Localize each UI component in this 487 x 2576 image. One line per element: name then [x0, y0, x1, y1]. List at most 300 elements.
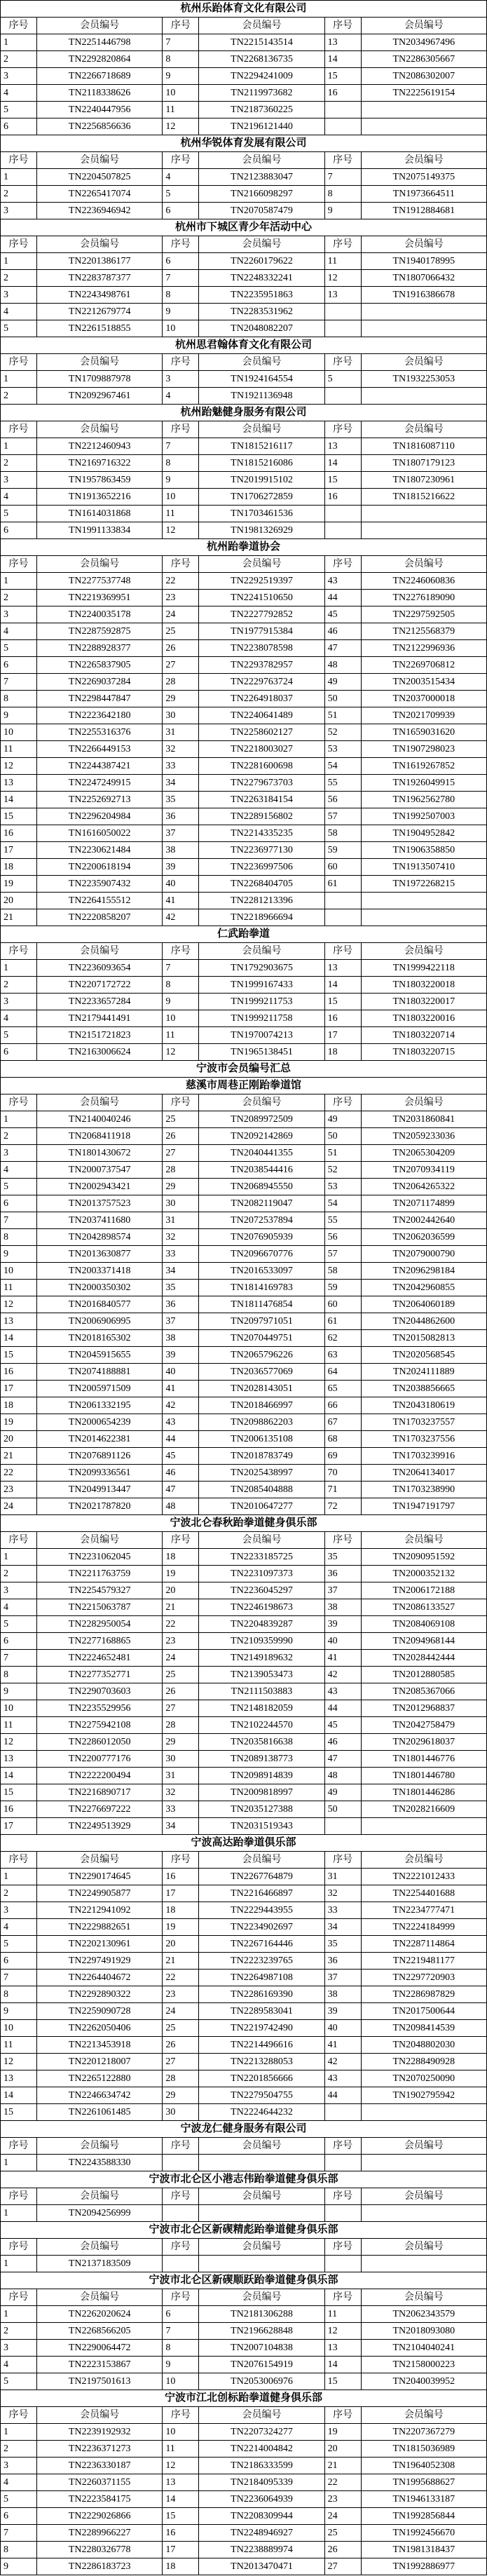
member-id-cell: TN2236064939: [199, 2491, 324, 2507]
seq-cell: [325, 2256, 362, 2272]
member-id-cell: TN2119973682: [199, 85, 324, 101]
table-row: [1, 792, 487, 808]
member-id-cell: TN2123883047: [199, 169, 324, 185]
seq-cell: 6: [1, 118, 37, 135]
header-seq: 序号: [1, 2138, 37, 2154]
member-id-cell: TN2013757523: [37, 1195, 163, 1212]
seq-cell: 19: [163, 1566, 199, 1582]
seq-cell: 4: [1, 304, 37, 320]
seq-cell: 33: [163, 758, 199, 774]
seq-cell: 4: [1, 1599, 37, 1615]
header-seq: 序号: [325, 1532, 362, 1548]
table-row: [1, 1936, 487, 1953]
seq-cell: 1: [1, 169, 37, 185]
seq-cell: 22: [1, 1465, 37, 1481]
seq-cell: 10: [163, 1010, 199, 1026]
member-id-cell: TN2012968837: [362, 1700, 487, 1716]
member-id-cell: TN2286169390: [199, 1986, 324, 2002]
table-row: [1, 2474, 487, 2491]
seq-cell: 5: [325, 371, 362, 387]
member-id-cell: TN2269706812: [362, 657, 487, 673]
header-seq: 序号: [163, 236, 199, 252]
member-id-cell: TN1801446286: [362, 1784, 487, 1801]
table-row: [1, 1919, 487, 1936]
seq-cell: 45: [163, 1448, 199, 1464]
member-id-cell: TN2243588330: [37, 2155, 163, 2171]
seq-cell: 10: [163, 320, 199, 337]
table-row: [1, 34, 487, 51]
table-row: [1, 1498, 487, 1515]
member-id-cell: TN2241510650: [199, 590, 324, 606]
seq-cell: 9: [163, 68, 199, 84]
seq-cell: 24: [1, 1498, 37, 1514]
table-header-row: [1, 2407, 487, 2424]
member-id-cell: TN2262020624: [37, 2306, 163, 2322]
seq-cell: 4: [1, 2474, 37, 2490]
table-row: [1, 1296, 487, 1313]
table-row: [1, 977, 487, 994]
member-id-cell: TN2248946927: [199, 2525, 324, 2541]
table-row: [1, 1128, 487, 1145]
member-id-cell: TN2247249915: [37, 775, 163, 791]
member-id-cell: TN2014622381: [37, 1431, 163, 1447]
seq-cell: 16: [325, 489, 362, 505]
member-id-cell: TN2035816638: [199, 1734, 324, 1750]
header-seq: 序号: [1, 2188, 37, 2204]
section-title-row: [1, 337, 487, 354]
member-id-cell: TN2224184999: [362, 1919, 487, 1935]
seq-cell: 23: [163, 1633, 199, 1649]
seq-cell: 27: [163, 657, 199, 673]
seq-cell: 17: [325, 1027, 362, 1043]
member-id-cell: TN2229443955: [199, 1902, 324, 1918]
seq-cell: 49: [325, 1784, 362, 1801]
table-row: [1, 203, 487, 219]
member-id-cell: TN2249513929: [37, 1818, 163, 1834]
member-id-cell: TN2288928377: [37, 640, 163, 656]
header-seq: 序号: [1, 354, 37, 370]
member-id-cell: TN1904952842: [362, 825, 487, 841]
seq-cell: 6: [163, 2306, 199, 2322]
member-id-cell: TN1991133834: [37, 522, 163, 538]
table-row: [1, 2020, 487, 2037]
header-seq: 序号: [163, 1532, 199, 1548]
header-seq: 序号: [163, 1094, 199, 1111]
seq-cell: 3: [1, 2458, 37, 2474]
header-member-id: 会员编号: [362, 2407, 487, 2423]
member-id-cell: TN2040441355: [199, 1145, 324, 1161]
club-section: [1, 1061, 487, 1515]
member-id-cell: TN2019915102: [199, 472, 324, 488]
table-row: [1, 1111, 487, 1128]
seq-cell: 35: [163, 792, 199, 808]
seq-cell: 39: [163, 859, 199, 875]
member-id-cell: TN2234777471: [362, 1902, 487, 1918]
seq-cell: 4: [163, 388, 199, 404]
table-row: [1, 1582, 487, 1599]
table-row: [1, 1566, 487, 1582]
header-member-id: 会员编号: [37, 421, 163, 438]
member-id-cell: TN2148182059: [199, 1700, 324, 1716]
seq-cell: 40: [325, 1633, 362, 1649]
table-row: [1, 1313, 487, 1330]
member-id-cell: TN2263184154: [199, 792, 324, 808]
member-id-cell: TN2018466997: [199, 1397, 324, 1414]
member-id-cell: TN2028216609: [362, 1801, 487, 1817]
table-header-row: [1, 1852, 487, 1869]
table-row: [1, 455, 487, 472]
member-id-cell: TN2140040246: [37, 1111, 163, 1127]
seq-cell: 24: [163, 2003, 199, 2019]
member-id-cell: TN2089138773: [199, 1751, 324, 1767]
section-title: 宁波高达跆拳道俱乐部: [1, 1835, 487, 1851]
seq-cell: 4: [1, 2357, 37, 2373]
header-seq: 序号: [1, 1094, 37, 1111]
member-id-cell: TN2048082207: [199, 320, 324, 337]
seq-cell: 49: [325, 674, 362, 690]
seq-cell: 7: [325, 169, 362, 185]
seq-cell: 4: [163, 169, 199, 185]
seq-cell: 4: [1, 489, 37, 505]
seq-cell: 1: [1, 371, 37, 387]
header-seq: 序号: [1, 2407, 37, 2423]
member-id-cell: TN2286987829: [362, 1986, 487, 2002]
member-id-cell: TN2068411918: [37, 1128, 163, 1144]
member-id-cell: TN1995688627: [362, 2474, 487, 2490]
member-id-cell: TN2229882651: [37, 1919, 163, 1935]
member-id-cell: TN2045915655: [37, 1347, 163, 1363]
member-id-cell: TN2044862600: [362, 1313, 487, 1329]
member-id-cell: TN2236946942: [37, 203, 163, 219]
member-id-cell: TN1940178995: [362, 253, 487, 269]
seq-cell: 12: [325, 2323, 362, 2339]
member-id-cell: TN2213453918: [37, 2037, 163, 2053]
seq-cell: 7: [1, 1970, 37, 1986]
member-id-cell: TN1970074213: [199, 1027, 324, 1043]
member-id-cell: TN2249905877: [37, 1885, 163, 1902]
seq-cell: 58: [325, 1263, 362, 1279]
member-id-cell: TN2013470471: [199, 2558, 324, 2575]
seq-cell: 70: [325, 1465, 362, 1481]
seq-cell: 15: [325, 2373, 362, 2389]
header-member-id: 会员编号: [199, 2407, 324, 2423]
seq-cell: 43: [325, 573, 362, 589]
seq-cell: 2: [1, 270, 37, 286]
seq-cell: 26: [163, 1128, 199, 1144]
seq-cell: 42: [163, 909, 199, 926]
seq-cell: 11: [1, 741, 37, 757]
seq-cell: 28: [163, 1162, 199, 1178]
section-title-row: [1, 1078, 487, 1094]
seq-cell: 7: [1, 1212, 37, 1228]
seq-cell: 9: [1, 1683, 37, 1700]
table-row: [1, 489, 487, 506]
member-id-cell: TN2061332195: [37, 1397, 163, 1414]
seq-cell: 2: [1, 1566, 37, 1582]
member-id-cell: TN2031860841: [362, 1111, 487, 1127]
member-id-cell: TN2218003027: [199, 741, 324, 757]
member-id-cell: TN2079000790: [362, 1246, 487, 1262]
seq-cell: 4: [1, 1919, 37, 1935]
seq-cell: 48: [325, 657, 362, 673]
seq-cell: 6: [1, 522, 37, 538]
seq-cell: 9: [1, 707, 37, 724]
seq-cell: 10: [1, 1700, 37, 1716]
seq-cell: 44: [325, 1700, 362, 1716]
member-id-cell: TN1999422118: [362, 960, 487, 976]
header-member-id: 会员编号: [37, 943, 163, 959]
seq-cell: 15: [325, 472, 362, 488]
member-id-cell: TN2036577069: [199, 1364, 324, 1380]
member-id-cell: TN2169716322: [37, 455, 163, 471]
seq-cell: 14: [163, 2491, 199, 2507]
member-id-cell: TN2003371418: [37, 1263, 163, 1279]
member-id-cell: TN2214004842: [199, 2441, 324, 2457]
member-id-cell: [362, 388, 487, 404]
seq-cell: 21: [1, 909, 37, 926]
member-id-cell: TN2005971509: [37, 1381, 163, 1397]
table-row: [1, 2054, 487, 2070]
seq-cell: 27: [163, 1700, 199, 1716]
section-title-row: [1, 539, 487, 556]
member-id-cell: TN2200777176: [37, 1751, 163, 1767]
member-id-cell: TN2020568545: [362, 1347, 487, 1363]
seq-cell: 33: [163, 1801, 199, 1817]
member-id-cell: TN2202130961: [37, 1936, 163, 1952]
header-member-id: 会员编号: [37, 556, 163, 572]
member-id-cell: TN2097971051: [199, 1313, 324, 1329]
member-id-cell: TN2068945550: [199, 1179, 324, 1195]
member-id-cell: TN2281600698: [199, 758, 324, 774]
member-id-cell: TN2290064472: [37, 2340, 163, 2356]
member-id-cell: TN2261061485: [37, 2104, 163, 2120]
seq-cell: 13: [325, 287, 362, 303]
member-id-cell: TN1703238990: [362, 1482, 487, 1498]
table-row: [1, 1482, 487, 1498]
member-id-cell: TN2254401688: [362, 1885, 487, 1902]
member-id-cell: TN2074188881: [37, 1364, 163, 1380]
seq-cell: 31: [163, 1768, 199, 1784]
member-id-cell: TN2098914839: [199, 1768, 324, 1784]
seq-cell: 5: [1, 102, 37, 118]
seq-cell: 12: [163, 522, 199, 538]
seq-cell: 61: [325, 1313, 362, 1329]
member-id-cell: TN2235907432: [37, 876, 163, 892]
club-section: [1, 135, 487, 219]
seq-cell: 5: [1, 506, 37, 522]
member-id-cell: TN2016533097: [199, 1263, 324, 1279]
table-row: [1, 472, 487, 489]
table-row: [1, 1549, 487, 1566]
table-header-row: [1, 354, 487, 371]
seq-cell: [325, 320, 362, 337]
table-row: [1, 1650, 487, 1667]
header-seq: 序号: [163, 556, 199, 572]
header-seq: 序号: [1, 236, 37, 252]
seq-cell: 21: [325, 2458, 362, 2474]
member-id-cell: TN2288490928: [362, 2054, 487, 2070]
table-row: [1, 1381, 487, 1397]
member-id-cell: TN2260371155: [37, 2474, 163, 2490]
member-id-cell: [362, 506, 487, 522]
seq-cell: 16: [325, 1010, 362, 1026]
seq-cell: 5: [1, 1616, 37, 1632]
seq-cell: 9: [1, 2003, 37, 2019]
seq-cell: 20: [325, 2441, 362, 2457]
member-id-cell: TN1815036989: [362, 2441, 487, 2457]
member-id-cell: TN2215063787: [37, 1599, 163, 1615]
member-id-cell: TN2070449751: [199, 1330, 324, 1346]
header-member-id: 会员编号: [199, 2239, 324, 2255]
seq-cell: 27: [325, 2558, 362, 2575]
table-row: [1, 1179, 487, 1195]
section-title: 杭州华锐体育发展有限公司: [1, 135, 487, 151]
header-seq: 序号: [163, 2138, 199, 2154]
member-id-cell: TN2264404672: [37, 1970, 163, 1986]
seq-cell: 41: [325, 2037, 362, 2053]
member-id-cell: TN2251446798: [37, 34, 163, 50]
seq-cell: 1: [1, 573, 37, 589]
table-header-row: [1, 421, 487, 438]
member-id-cell: TN2082119047: [199, 1195, 324, 1212]
seq-cell: 3: [1, 287, 37, 303]
member-id-cell: TN2012880585: [362, 1667, 487, 1683]
seq-cell: 5: [163, 186, 199, 202]
member-id-cell: TN2282950054: [37, 1616, 163, 1632]
table-row: [1, 1145, 487, 1162]
header-seq: 序号: [325, 2289, 362, 2305]
member-id-cell: TN1992456670: [362, 2525, 487, 2541]
member-id-cell: TN2062036599: [362, 1229, 487, 1245]
seq-cell: 1: [1, 1111, 37, 1127]
table-row: [1, 674, 487, 691]
seq-cell: 11: [163, 102, 199, 118]
header-member-id: 会员编号: [199, 2289, 324, 2305]
member-id-cell: TN2235951863: [199, 287, 324, 303]
header-member-id: 会员编号: [199, 1532, 324, 1548]
seq-cell: [325, 102, 362, 118]
member-id-cell: TN2297592505: [362, 606, 487, 623]
member-id-cell: TN2002943421: [37, 1179, 163, 1195]
member-id-cell: TN1992856844: [362, 2508, 487, 2524]
seq-cell: 3: [1, 203, 37, 219]
member-id-cell: TN2042898574: [37, 1229, 163, 1245]
table-row: [1, 1633, 487, 1650]
seq-cell: [325, 118, 362, 135]
seq-cell: 9: [163, 2357, 199, 2373]
member-id-cell: TN2021709939: [362, 707, 487, 724]
header-seq: 序号: [1, 1532, 37, 1548]
member-id-cell: TN2246198673: [199, 1599, 324, 1615]
seq-cell: 16: [1, 825, 37, 841]
seq-cell: 18: [325, 1044, 362, 1060]
seq-cell: 50: [325, 1128, 362, 1144]
member-id-cell: TN2098414539: [362, 2020, 487, 2036]
member-id-cell: TN2006135108: [199, 1431, 324, 1447]
member-id-cell: TN2227792852: [199, 606, 324, 623]
seq-cell: 19: [163, 1919, 199, 1935]
member-id-cell: TN2287114864: [362, 1936, 487, 1952]
club-section: [1, 2171, 487, 2222]
table-header-row: [1, 152, 487, 169]
table-row: [1, 775, 487, 792]
seq-cell: 50: [325, 1801, 362, 1817]
header-seq: 序号: [1, 421, 37, 438]
seq-cell: 66: [325, 1397, 362, 1414]
member-id-cell: TN2223239765: [199, 1953, 324, 1969]
seq-cell: 12: [163, 1044, 199, 1060]
member-id-cell: TN2000737547: [37, 1162, 163, 1178]
table-header-row: [1, 1094, 487, 1111]
member-id-cell: TN2076905939: [199, 1229, 324, 1245]
member-id-cell: [362, 304, 487, 320]
member-id-cell: TN2038856665: [362, 1381, 487, 1397]
member-id-cell: TN2246060836: [362, 573, 487, 589]
member-id-cell: TN1703237557: [362, 1414, 487, 1430]
seq-cell: 4: [1, 623, 37, 639]
member-id-cell: TN2243498761: [37, 287, 163, 303]
member-id-cell: TN2002442640: [362, 1212, 487, 1228]
table-row: [1, 1667, 487, 1683]
table-row: [1, 1734, 487, 1751]
seq-cell: 27: [163, 2054, 199, 2070]
table-row: [1, 2323, 487, 2340]
seq-cell: 15: [1, 808, 37, 825]
seq-cell: 30: [163, 2104, 199, 2120]
header-seq: 序号: [325, 2239, 362, 2255]
header-member-id: 会员编号: [199, 1852, 324, 1868]
seq-cell: 30: [163, 707, 199, 724]
seq-cell: 18: [163, 2558, 199, 2575]
table-header-row: [1, 556, 487, 573]
seq-cell: 8: [1, 691, 37, 707]
seq-cell: 13: [1, 1313, 37, 1329]
table-row: [1, 1027, 487, 1044]
seq-cell: 56: [325, 1229, 362, 1245]
member-id-cell: TN2109359990: [199, 1633, 324, 1649]
member-id-cell: TN2223584175: [37, 2491, 163, 2507]
seq-cell: 13: [325, 438, 362, 454]
member-id-cell: TN2248332241: [199, 270, 324, 286]
member-id-cell: TN2277168865: [37, 1633, 163, 1649]
member-id-cell: TN2086133527: [362, 1599, 487, 1615]
seq-cell: 53: [325, 741, 362, 757]
header-member-id: 会员编号: [362, 2188, 487, 2204]
seq-cell: 13: [1, 2070, 37, 2087]
table-header-row: [1, 2239, 487, 2256]
member-id-cell: TN2254579327: [37, 1582, 163, 1599]
seq-cell: 51: [325, 1145, 362, 1161]
member-id-cell: TN1924164554: [199, 371, 324, 387]
seq-cell: 32: [163, 1784, 199, 1801]
header-member-id: 会员编号: [37, 1094, 163, 1111]
member-id-cell: TN2059233036: [362, 1128, 487, 1144]
member-id-cell: TN1992507003: [362, 808, 487, 825]
table-row: [1, 1280, 487, 1296]
header-member-id: 会员编号: [199, 2188, 324, 2204]
member-id-cell: TN2181306288: [199, 2306, 324, 2322]
header-member-id: 会员编号: [37, 2289, 163, 2305]
member-id-cell: TN1965138451: [199, 1044, 324, 1060]
member-id-cell: TN2196121440: [199, 118, 324, 135]
summary-heading-row: [1, 1061, 487, 1078]
member-id-cell: [362, 2205, 487, 2221]
header-member-id: 会员编号: [362, 421, 487, 438]
table-row: [1, 724, 487, 741]
seq-cell: 41: [163, 893, 199, 909]
seq-cell: 45: [325, 606, 362, 623]
table-row: [1, 1784, 487, 1801]
